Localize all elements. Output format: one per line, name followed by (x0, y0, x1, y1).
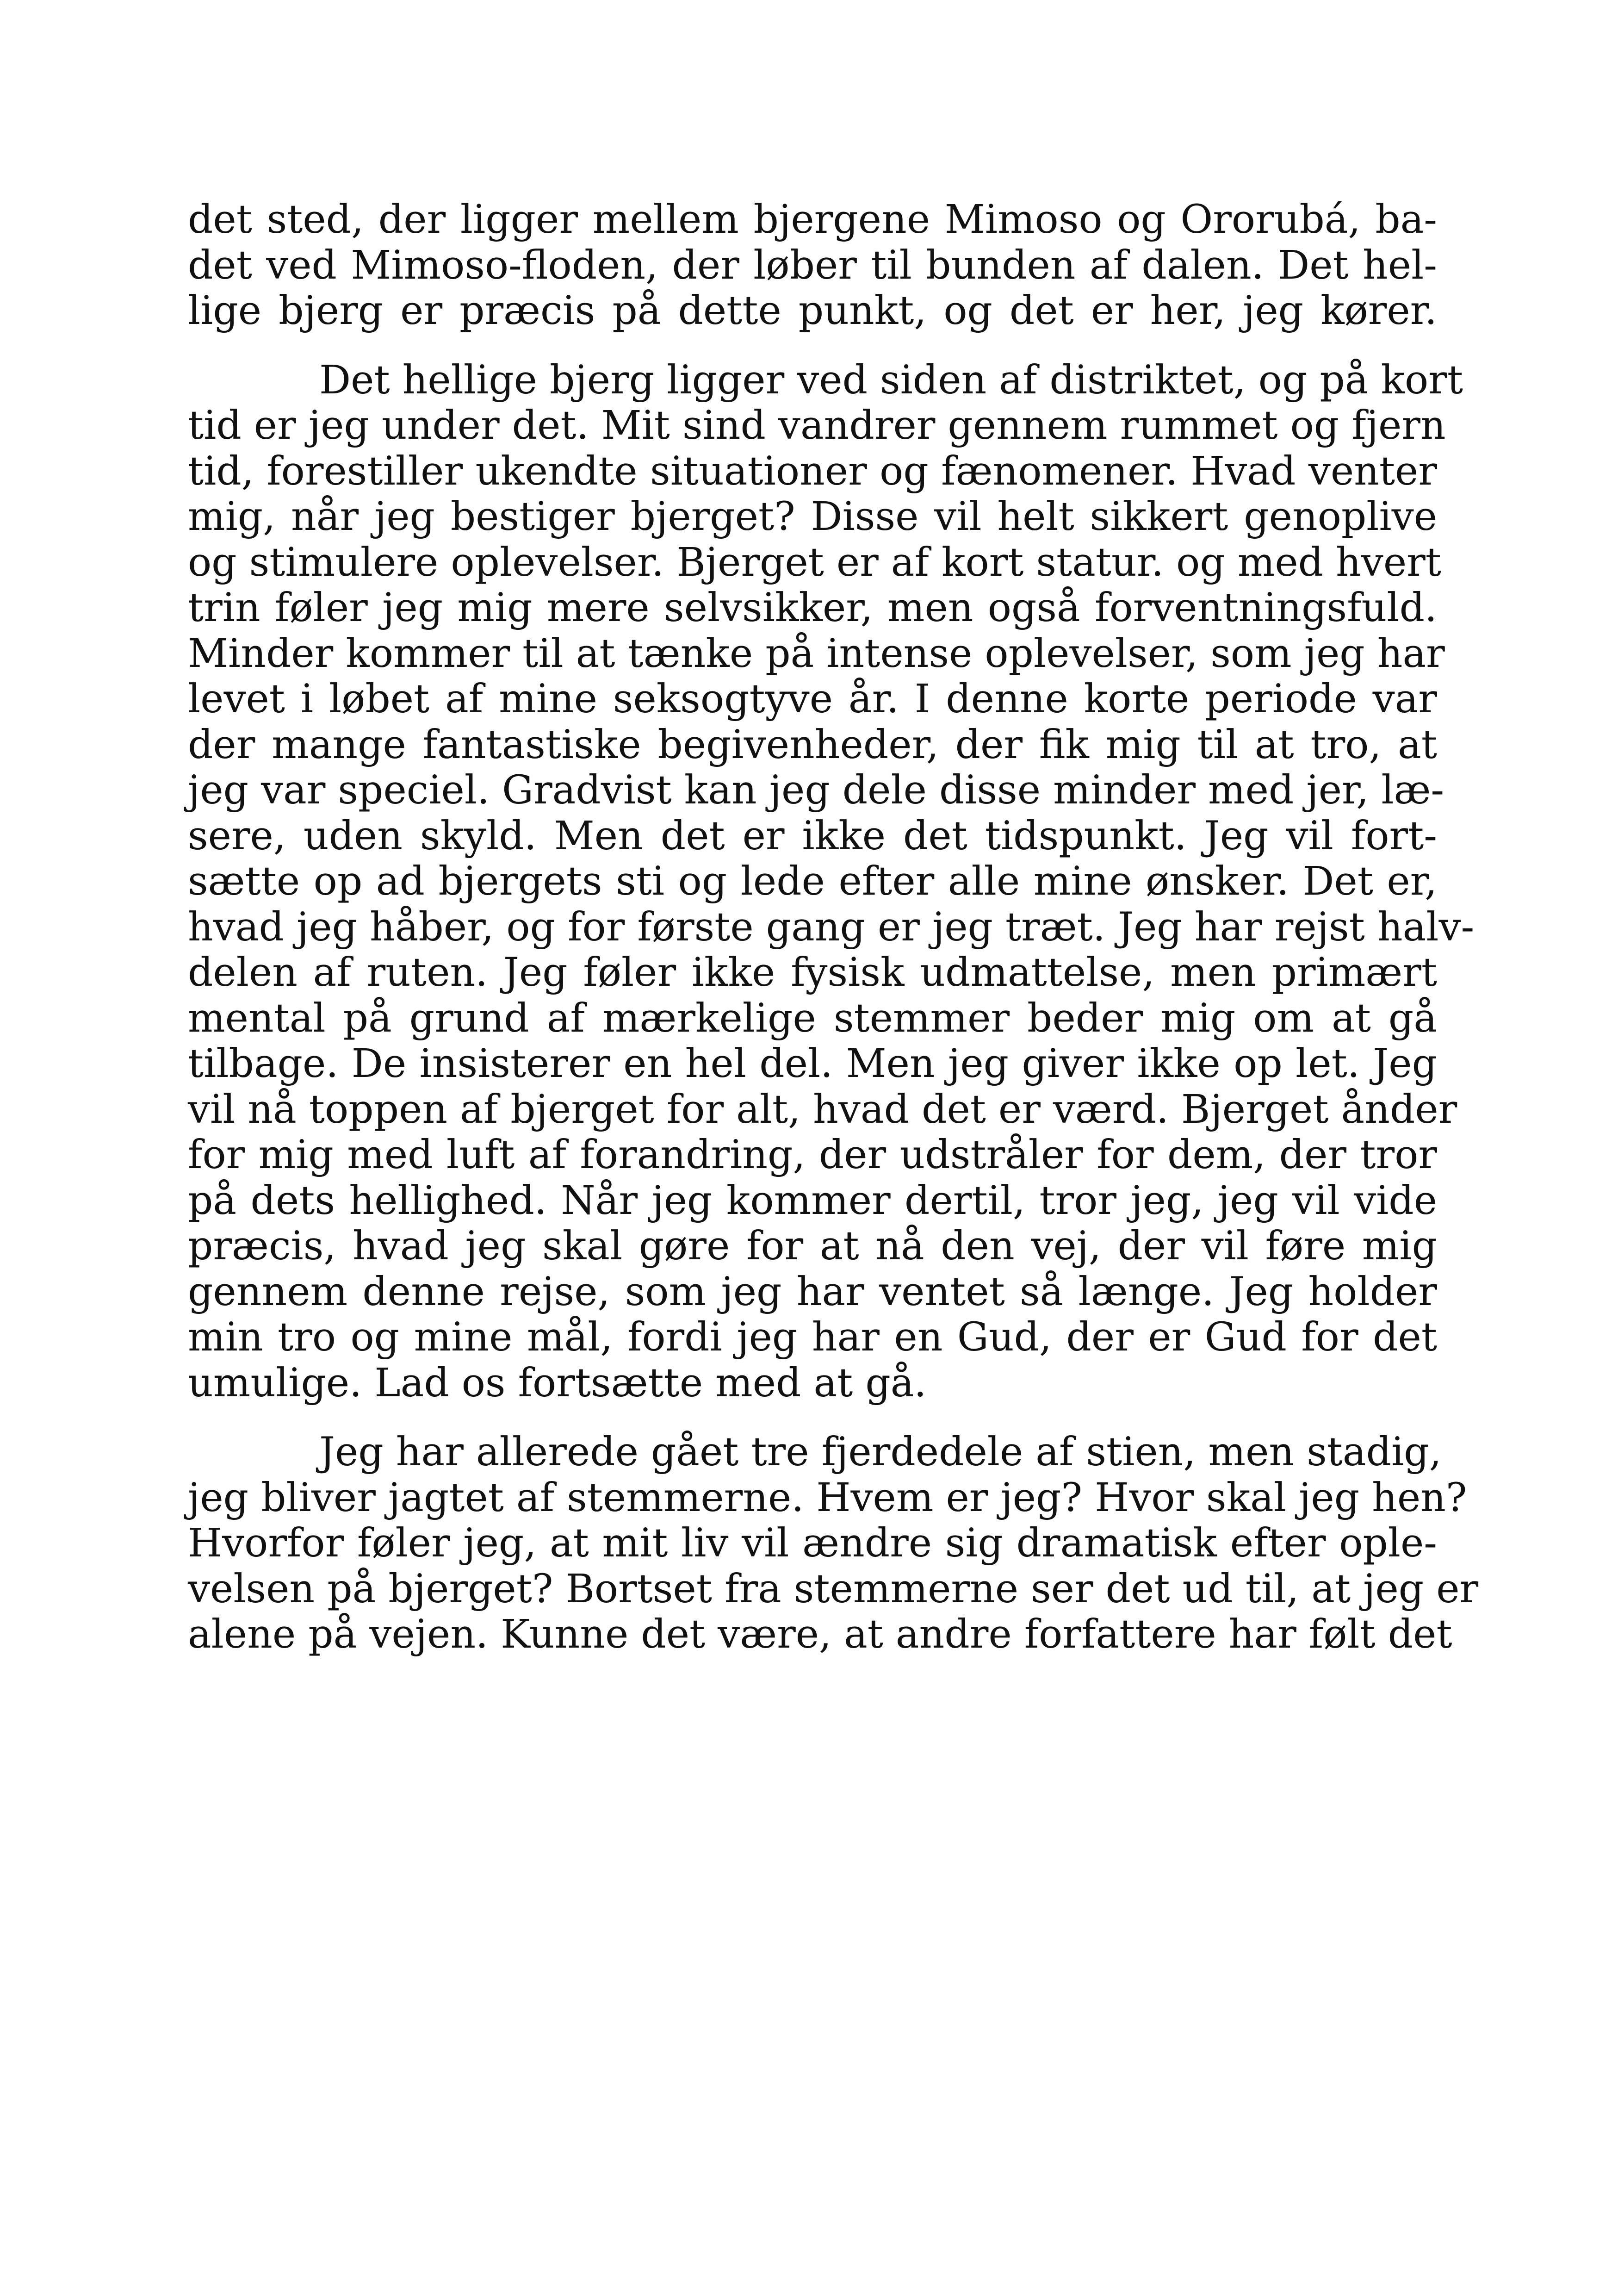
text-line: velsen på bjerget? Bortset fra stemmerne ser det ud til, at jeg er (188, 1566, 1479, 1612)
text-line: trin føler jeg mig mere selvsikker, men også forventningsfuld. (188, 585, 1437, 631)
text-line: Minder kommer til at tænke på intense oplevelser, som jeg har (188, 630, 1445, 677)
text-line: umulige. Lad os fortsætte med at gå. (188, 1360, 927, 1406)
paragraph-spacing (188, 1406, 1437, 1430)
text-line: hvad jeg håber, og for første gang er jeg træt. Jeg har rejst halv- (188, 904, 1475, 950)
text-line: jeg var speciel. Gradvist kan jeg dele disse minder med jer, læ- (188, 767, 1444, 813)
text-line: lige bjerg er præcis på dette punkt, og det er her, jeg kører. (188, 288, 1437, 334)
text-line: det ved Mimoso-floden, der løber til bunden af dalen. Det hel- (188, 242, 1437, 288)
text-line: sætte op ad bjergets sti og lede efter alle mine ønsker. Det er, (188, 859, 1437, 904)
text-line: jeg bliver jagtet af stemmerne. Hvem er jeg? Hvor skal jeg hen? (188, 1475, 1467, 1521)
paragraph-2 (188, 357, 1475, 1406)
text-line: for mig med luft af forandring, der udstråler for dem, der tror (188, 1132, 1437, 1178)
text-line: delen af ruten. Jeg føler ikke fysisk udmattelse, men primært (188, 950, 1437, 996)
text-line: Jeg har allerede gået tre fjerdedele af stien, men stadig, (319, 1429, 1442, 1475)
body-text (188, 197, 1479, 1658)
text-line: vil nå toppen af bjerget for alt, hvad det er værd. Bjerget ånder (188, 1086, 1457, 1132)
text-line: tid er jeg under det. Mit sind vandrer gennem rummet og fjern (188, 403, 1446, 448)
text-line: der mange fantastiske begivenheder, der fik mig til at tro, at (188, 722, 1437, 768)
text-line: tilbage. De insisterer en hel del. Men jeg giver ikke op let. Jeg (188, 1041, 1437, 1087)
text-line: mig, når jeg bestiger bjerget? Disse vil helt sikkert genoplive (188, 494, 1437, 540)
text-line: gennem denne rejse, som jeg har ventet så længe. Jeg holder (188, 1269, 1437, 1315)
text-line: levet i løbet af mine seksogtyve år. I denne korte periode var (188, 676, 1437, 722)
paragraph-1 (188, 197, 1437, 334)
text-line: det sted, der ligger mellem bjergene Mimoso og Ororubá, ba- (188, 197, 1437, 243)
paragraph-3 (188, 1429, 1479, 1658)
text-line: Hvorfor føler jeg, at mit liv vil ændre sig dramatisk efter ople- (188, 1520, 1437, 1566)
text-line: på dets hellighed. Når jeg kommer dertil, tror jeg, jeg vil vide (188, 1177, 1437, 1224)
text-line: min tro og mine mål, fordi jeg har en Gud, der er Gud for det (188, 1314, 1437, 1360)
text-line: mental på grund af mærkelige stemmer beder mig om at gå (188, 995, 1437, 1041)
paragraph-spacing (188, 334, 1437, 358)
text-line: sere, uden skyld. Men det er ikke det tidspunkt. Jeg vil fort- (188, 813, 1437, 859)
text-line: præcis, hvad jeg skal gøre for at nå den vej, der vil føre mig (188, 1223, 1437, 1269)
text-line: tid, forestiller ukendte situationer og fænomener. Hvad venter (188, 448, 1437, 494)
text-line: alene på vejen. Kunne det være, at andre forfattere har følt det (188, 1612, 1452, 1657)
text-line: Det hellige bjerg ligger ved siden af distriktet, og på kort (319, 357, 1463, 403)
text-line: og stimulere oplevelser. Bjerget er af kort statur. og med hvert (188, 539, 1441, 585)
